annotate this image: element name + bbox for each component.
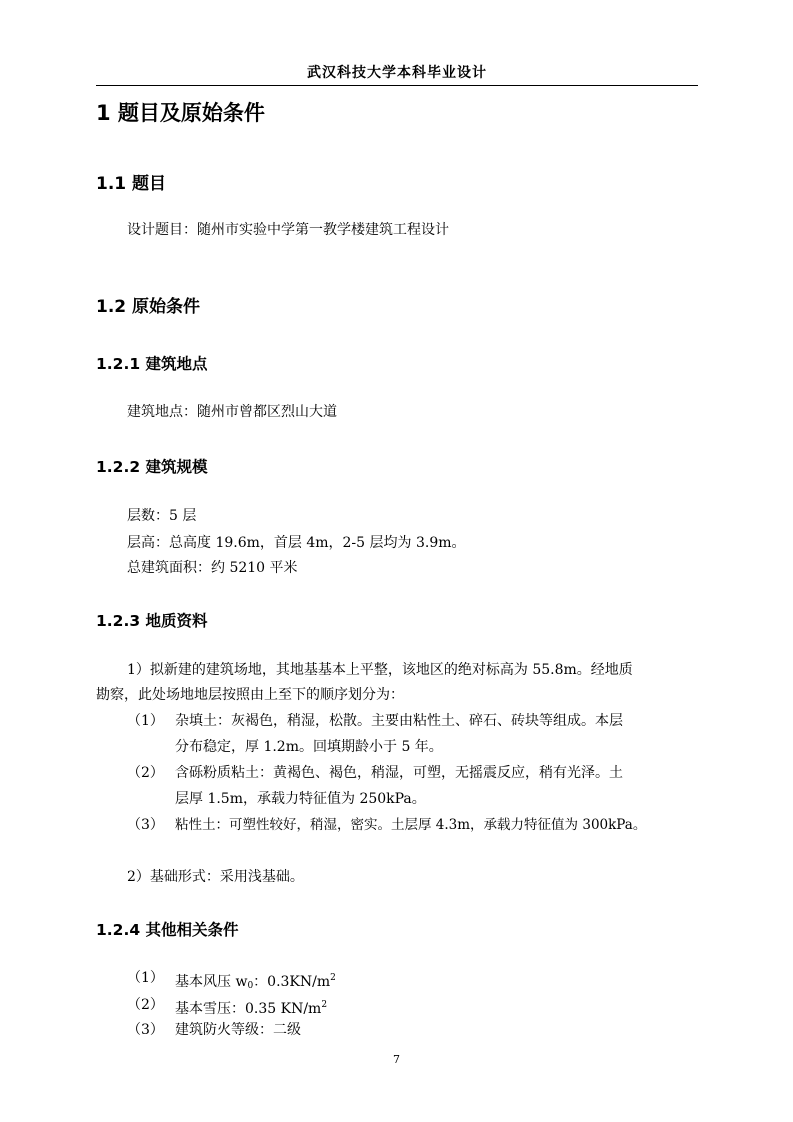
soil-item-3-line1: 粘性土：可塑性较好，稍湿，密实。土层厚 4.3m，承载力特征值为 300kPa。 (175, 817, 647, 833)
foundation-type: 2）基础形式：采用浅基础。 (127, 869, 304, 885)
cond-item-1-num: （1） (127, 970, 164, 986)
cond-item-2-num: （2） (127, 997, 164, 1013)
fire-rating: 建筑防火等级：二级 (175, 1022, 301, 1038)
snow-pressure: 基本雪压：0.35 $KN/m^2$ (175, 1000, 328, 1017)
geology-para1-line2: 勘察，此处场地地层按照由上至下的顺序划分为： (96, 687, 404, 703)
soil-item-2-line2: 层厚 1.5m，承载力特征值为 250kPa。 (175, 791, 426, 807)
section-1-2-4-title: 1.2.4 其他相关条件 (96, 921, 239, 939)
soil-item-1-line1: 杂填土：灰褐色，稍湿，松散。主要由粘性土、碎石、砖块等组成。本层 (175, 713, 623, 729)
floor-height: 层高：总高度 19.6m，首层 4m，2-5 层均为 3.9m。 (127, 535, 466, 551)
cond-item-3-num: （3） (127, 1022, 164, 1038)
header-rule (96, 85, 698, 86)
section-1-2-title: 1.2 原始条件 (96, 297, 201, 317)
running-header: 武汉科技大学本科毕业设计 (307, 65, 487, 81)
section-1-2-1-title: 1.2.1 建筑地点 (96, 355, 208, 373)
soil-item-2-line1: 含砾粉质粘土：黄褐色、褐色，稍湿，可塑，无摇震反应，稍有光泽。土 (175, 765, 623, 781)
building-location: 建筑地点：随州市曾都区烈山大道 (127, 404, 337, 420)
soil-item-3-num: （3） (127, 817, 164, 833)
wind-pressure: 基本风压 $w_0$：$0.3KN/m^2$ (175, 973, 336, 991)
floor-count: 层数：5 层 (127, 508, 197, 524)
soil-item-2-num: （2） (127, 765, 164, 781)
design-topic: 设计题目：随州市实验中学第一教学楼建筑工程设计 (127, 222, 449, 238)
geology-para1-line1: 1）拟新建的建筑场地，其地基基本上平整，该地区的绝对标高为 55.8m。经地质 (127, 662, 633, 678)
chapter-title: 1 题目及原始条件 (96, 101, 265, 125)
soil-item-1-num: （1） (127, 713, 164, 729)
total-area: 总建筑面积：约 5210 平米 (127, 560, 298, 576)
soil-item-1-line2: 分布稳定，厚 1.2m。回填期龄小于 5 年。 (175, 739, 443, 755)
section-1-1-title: 1.1 题目 (96, 174, 167, 194)
page-number: 7 (393, 1053, 400, 1066)
section-1-2-3-title: 1.2.3 地质资料 (96, 612, 208, 630)
section-1-2-2-title: 1.2.2 建筑规模 (96, 458, 208, 476)
